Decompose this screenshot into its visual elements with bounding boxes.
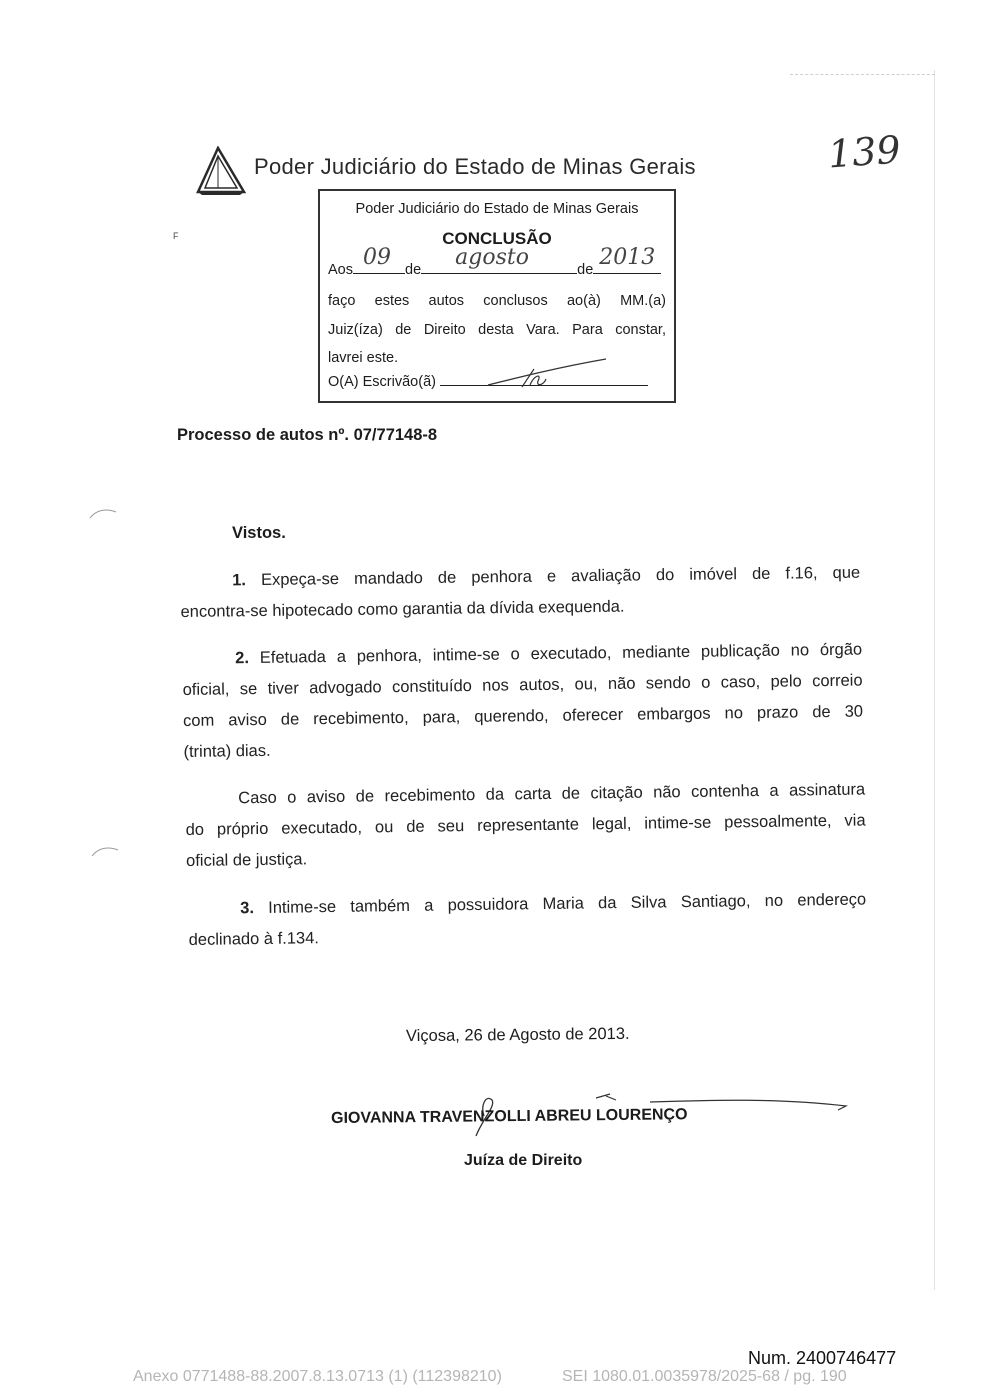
paragraph-line: declinado à f.134. [188, 929, 320, 949]
item-number: 2. [235, 649, 250, 668]
day-blank [353, 245, 405, 274]
item-number: 3. [240, 899, 255, 918]
paragraph-line: oficial, se tiver advogado constituído nos autos, ou, não sendo o caso, pelo correio [182, 671, 863, 699]
handwritten-day: 09 [363, 245, 391, 270]
paragraph-line: com aviso de recebimento, para, querendo, oferecer embargos no prazo de 30 [182, 702, 864, 730]
handwritten-page-number: 139 [826, 127, 902, 177]
item-3-paragraph [188, 885, 867, 956]
item-number: 1. [232, 571, 247, 590]
handwritten-month: agosto [455, 245, 529, 270]
annex-reference: Anexo 0771488-88.2007.8.13.0713 (1) (112398210) [133, 1368, 502, 1385]
escrivao-signature-icon [480, 351, 610, 391]
header-title: Poder Judiciário do Estado de Minas Gerais [254, 154, 696, 179]
escrivao-label: O(A) Escrivão(ã) [328, 374, 436, 390]
stamp-institution: Poder Judiciário do Estado de Minas Gerais [355, 201, 639, 217]
place-date: Viçosa, 26 de Agosto de 2013. [405, 1024, 630, 1046]
document-number: Num. 2400746477 [748, 1348, 897, 1368]
year-blank [593, 245, 661, 274]
sei-reference: SEI 1080.01.0035978/2025-68 / pg. 190 [562, 1368, 847, 1385]
margin-tick-icon [88, 506, 118, 520]
stamp-date-line [328, 245, 661, 278]
item-2-paragraph [182, 635, 864, 768]
de-label-2: de [577, 262, 594, 278]
margin-tick-icon [90, 844, 120, 858]
item-2-continuation-paragraph [185, 775, 866, 877]
paragraph-line: Caso o aviso de recebimento da carta de citação não contenha a assinatura [238, 780, 866, 808]
judge-name: GIOVANNA TRAVENZOLLI ABREU LOURENÇO [331, 1106, 688, 1127]
paragraph-line: do próprio executado, ou de seu representante legal, intime-se pessoalmente, via [185, 811, 866, 839]
stamp-title: CONCLUSÃO [442, 229, 552, 248]
stamp-body-line: Juiz(íza) de Direito desta Vara. Para constar, [328, 321, 666, 338]
margin-mark: F [173, 231, 179, 241]
line-text: Intime-se também a possuidora Maria da Silva Santiago, no endereço [268, 890, 867, 917]
process-number: Processo de autos nº. 07/77148-8 [177, 426, 438, 444]
paragraph-line: (trinta) dias. [183, 741, 271, 761]
scan-top-marks [790, 74, 935, 76]
scan-page-edge [934, 70, 935, 1290]
aos-label: Aos [328, 262, 353, 278]
judge-role: Juíza de Direito [464, 1152, 583, 1169]
handwritten-year: 2013 [599, 245, 656, 270]
de-label-1: de [405, 262, 422, 278]
stamp-body-line: lavrei este. [328, 350, 399, 366]
vistos-heading: Vistos. [232, 524, 286, 542]
line-text: Efetuada a penhora, intime-se o executado, mediante publicação no órgão [259, 640, 863, 667]
item-1-paragraph [180, 558, 861, 628]
paragraph-line: encontra-se hipotecado como garantia da dívida exequenda. [180, 597, 625, 621]
paragraph-line: oficial de justiça. [185, 850, 308, 870]
stamp-body-line: faço estes autos conclusos ao(à) MM.(a) [328, 293, 666, 309]
conclusion-stamp [318, 189, 676, 403]
judiciary-seal-icon [194, 146, 246, 196]
month-blank [421, 245, 577, 274]
line-text: Expeça-se mandado de penhora e avaliação do imóvel de f.16, que [260, 563, 861, 590]
